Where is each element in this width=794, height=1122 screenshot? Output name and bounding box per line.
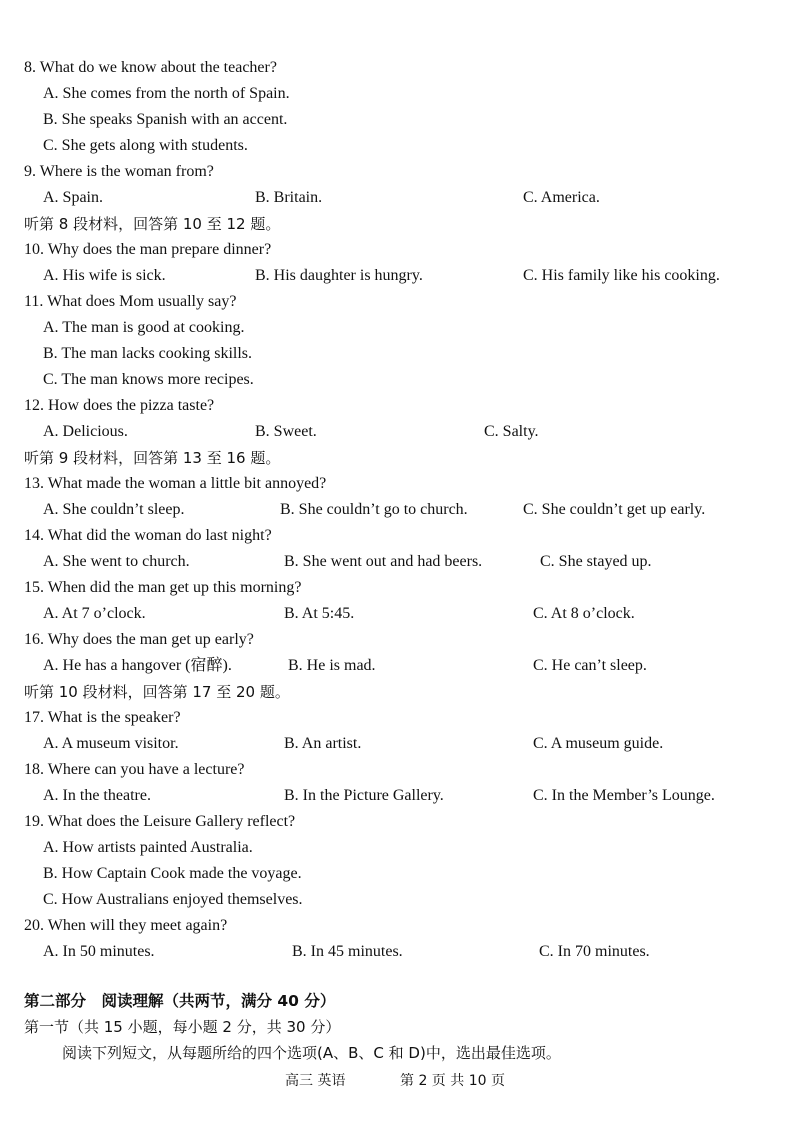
option-c: C. He can’t sleep. [533,657,647,674]
option-a: A. She went to church. [43,553,190,570]
listening-section-line [0,211,794,237]
option-a: A. At 7 o’clock. [43,605,146,622]
option-a: A. In the theatre. [43,787,151,804]
question-text: 20. When will they meet again? [24,917,228,934]
instruction-text: 阅读下列短文，从每题所给的四个选项(A、B、C 和 D)中，选出最佳选项。 [62,1044,561,1062]
option-a: A. A museum visitor. [43,735,179,752]
option-a: A. Delicious. [43,423,128,440]
part2-heading-line [0,988,794,1014]
section-instruction: 听第 10 段材料，回答第 17 至 20 题。 [24,683,290,701]
option-line [0,367,794,393]
option-line [0,107,794,133]
option-line [0,315,794,341]
question-line [0,289,794,315]
option-line [0,861,794,887]
option-text: B. The man lacks cooking skills. [43,345,253,362]
question-line [0,809,794,835]
option-row [0,263,794,289]
option-row [0,601,794,627]
option-b: B. At 5:45. [284,605,355,622]
question-line [0,523,794,549]
listening-section-line [0,679,794,705]
question-text: 17. What is the speaker? [24,709,181,726]
option-b: B. She went out and had beers. [284,553,483,570]
option-text: A. She comes from the north of Spain. [43,85,290,102]
question-line [0,705,794,731]
option-a: A. His wife is sick. [43,267,166,284]
option-line [0,341,794,367]
option-row [0,549,794,575]
option-line [0,887,794,913]
section-instruction: 听第 9 段材料，回答第 13 至 16 题。 [24,449,281,467]
option-text: C. She gets along with students. [43,137,248,154]
option-text: B. She speaks Spanish with an accent. [43,111,288,128]
question-line [0,55,794,81]
section-title: 第一节（共 15 小题，每小题 2 分，共 30 分） [24,1018,341,1036]
option-c: C. A museum guide. [533,735,664,752]
question-text: 13. What made the woman a little bit annoyed? [24,475,327,492]
option-text: A. The man is good at cooking. [43,319,245,336]
option-b: B. Sweet. [255,423,317,440]
question-text: 8. What do we know about the teacher? [24,59,277,76]
option-a: A. She couldn’t sleep. [43,501,185,518]
page-footer [0,1068,794,1094]
instruction-line [0,1040,794,1066]
question-text: 11. What does Mom usually say? [24,293,237,310]
option-c: C. She couldn’t get up early. [523,501,706,518]
option-b: B. He is mad. [288,657,376,674]
question-text: 9. Where is the woman from? [24,163,214,180]
part2-heading: 第二部分 阅读理解（共两节，满分 40 分） [24,992,336,1010]
option-c: C. Salty. [484,423,539,440]
question-line [0,471,794,497]
question-line [0,237,794,263]
section-instruction: 听第 8 段材料，回答第 10 至 12 题。 [24,215,281,233]
option-c: C. America. [523,189,600,206]
footer-subject: 高三 英语 [285,1073,346,1089]
option-b: B. In 45 minutes. [292,943,403,960]
option-b: B. An artist. [284,735,362,752]
question-line [0,393,794,419]
option-c: C. His family like his cooking. [523,267,720,284]
question-text: 19. What does the Leisure Gallery reflect? [24,813,296,830]
option-row [0,497,794,523]
option-a: A. Spain. [43,189,103,206]
question-text: 14. What did the woman do last night? [24,527,272,544]
option-row [0,185,794,211]
option-line [0,835,794,861]
option-line [0,81,794,107]
question-line [0,575,794,601]
option-b: B. His daughter is hungry. [255,267,423,284]
option-text: C. How Australians enjoyed themselves. [43,891,303,908]
footer-page-number: 第 2 页 共 10 页 [400,1073,505,1089]
option-text: B. How Captain Cook made the voyage. [43,865,302,882]
option-row [0,731,794,757]
option-row [0,783,794,809]
question-line [0,757,794,783]
option-c: C. At 8 o’clock. [533,605,635,622]
option-line [0,133,794,159]
option-b: B. Britain. [255,189,323,206]
section-line [0,1014,794,1040]
option-text: A. How artists painted Australia. [43,839,253,856]
question-text: 18. Where can you have a lecture? [24,761,245,778]
option-b: B. In the Picture Gallery. [284,787,444,804]
option-row [0,419,794,445]
option-row [0,653,794,679]
question-line [0,159,794,185]
listening-section-line [0,445,794,471]
option-c: C. In 70 minutes. [539,943,650,960]
question-text: 12. How does the pizza taste? [24,397,215,414]
option-c: C. She stayed up. [540,553,652,570]
option-row [0,939,794,965]
question-text: 15. When did the man get up this morning? [24,579,302,596]
question-text: 16. Why does the man get up early? [24,631,254,648]
option-c: C. In the Member’s Lounge. [533,787,715,804]
question-text: 10. Why does the man prepare dinner? [24,241,272,258]
option-text: C. The man knows more recipes. [43,371,254,388]
option-b: B. She couldn’t go to church. [280,501,468,518]
question-line [0,913,794,939]
question-line [0,627,794,653]
option-a: A. In 50 minutes. [43,943,155,960]
option-a: A. He has a hangover (宿醉). [43,657,232,674]
